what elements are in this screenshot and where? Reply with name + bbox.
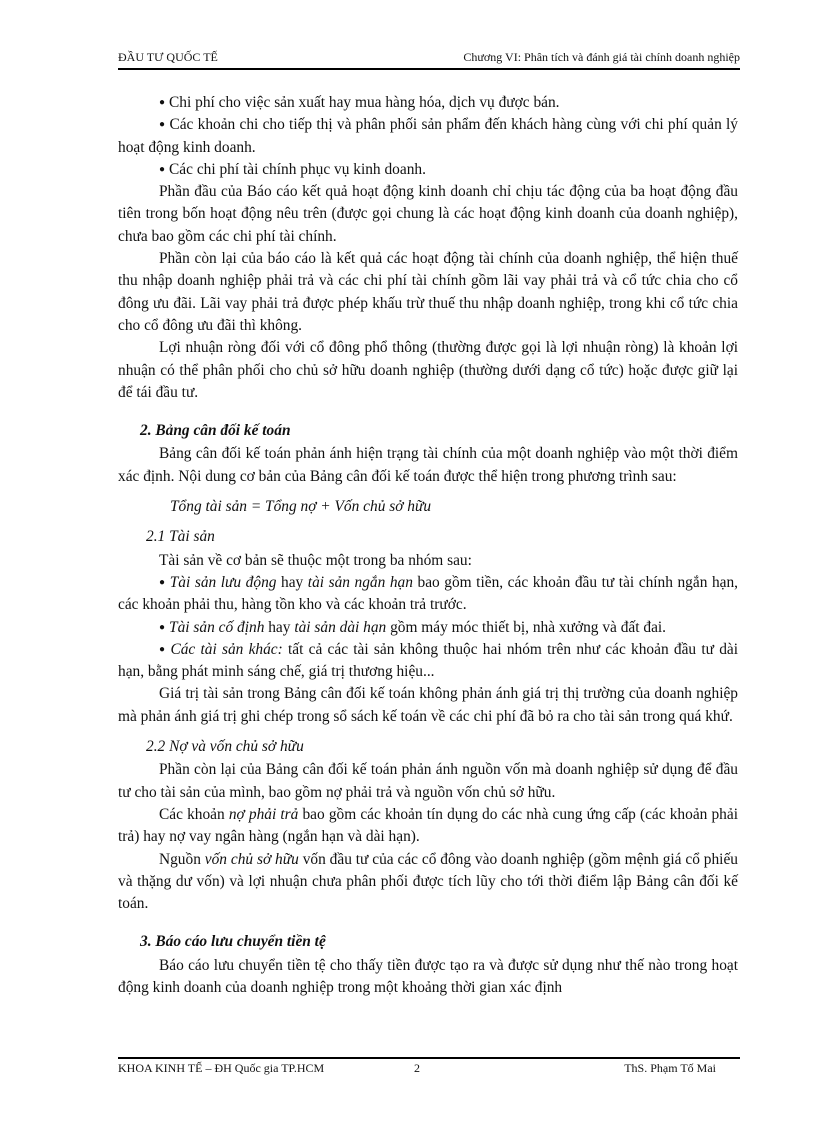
paragraph: Bảng cân đối kế toán phản ánh hiện trạng tài chính của một doanh nghiệp vào một thời điểm xác định. Nội dung cơ bản của Bảng cân đối kế toán được thể hiện trong phương trình sau: — [118, 445, 738, 485]
bullet-icon: ● — [159, 163, 166, 175]
paragraph: Nguồn vốn chủ sở hữu vốn đầu tư của các cổ đông vào doanh nghiệp (gồm mệnh giá cổ phiếu và thặng dư vốn) và lợi nhuận chưa phân phối được tích lũy cho tới thời điểm lập Bảng cân đối kế toán. — [118, 850, 738, 913]
bullet-item: ● Tài sản cố định hay tài sản dài hạn gồm máy móc thiết bị, nhà xưởng và đất đai. — [159, 618, 667, 636]
paragraph: Phần còn lại của báo cáo là kết quả các hoạt động tài chính của doanh nghiệp, thể hiện thuế thu nhập doanh nghiệp phải trả và các chi phí tài chính gồm lãi vay phải trả và cổ tức chia cho cổ đông ưu đãi. Lãi vay phải trả được phép khấu trừ thuế thu nhập doanh nghiệp, trong khi cổ tức chia cho cổ đông ưu đãi thì không. — [118, 250, 738, 334]
bullet-item: ● Tài sản lưu động hay tài sản ngắn hạn bao gồm tiền, các khoản đầu tư tài chính ngắn hạn, các khoản phải thu, hàng tồn kho và các khoản trả trước. — [118, 573, 739, 614]
header-chapter-title: Chương VI: Phân tích và đánh giá tài chính doanh nghiệp — [463, 50, 740, 64]
bullet-icon: ● — [159, 643, 167, 655]
subsection-heading: 2.2 Nợ và vốn chủ sở hữu — [146, 738, 304, 756]
footer-institution: KHOA KINH TẾ – ĐH Quốc gia TP.HCM — [118, 1061, 325, 1075]
footer-author: ThS. Phạm Tố Mai — [624, 1061, 716, 1075]
paragraph: Giá trị tài sản trong Bảng cân đối kế toán không phản ánh giá trị thị trường của doanh nghiệp mà phản ánh giá trị ghi chép trong sổ sách kế toán về các chi phí đã bỏ ra cho tài sản trong quá khứ. — [118, 685, 738, 725]
bullet-icon: ● — [159, 119, 166, 131]
paragraph: Báo cáo lưu chuyển tiền tệ cho thấy tiền được tạo ra và được sử dụng như thế nào trong hoạt động kinh doanh của doanh nghiệp trong một khoảng thời gian xác định — [118, 956, 738, 996]
header-rule — [118, 68, 740, 70]
paragraph: Phần còn lại của Bảng cân đối kế toán phản ánh nguồn vốn mà doanh nghiệp sử dụng để đầu tư cho tài sản của mình, bao gồm nợ phải trả và nguồn vốn chủ sở hữu. — [118, 761, 738, 801]
bullet-item: ● Các tài sản khác: tất cả các tài sản không thuộc hai nhóm trên như các khoản đầu tư dài hạn, bằng phát minh sáng chế, giá trị thương hiệu... — [118, 640, 739, 681]
bullet-item: ● Các khoản chi cho tiếp thị và phân phối sản phẩm đến khách hàng cùng với chi phí quản lý hoạt động kinh doanh. — [118, 116, 738, 156]
paragraph: Tài sản về cơ bản sẽ thuộc một trong ba nhóm sau: — [159, 551, 472, 569]
section-heading: 2. Bảng cân đối kế toán — [140, 422, 291, 440]
bullet-item: ● Các chi phí tài chính phục vụ kinh doanh. — [159, 160, 426, 178]
bullet-item: ● Chi phí cho việc sản xuất hay mua hàng hóa, dịch vụ được bán. — [159, 94, 560, 111]
header-book-title: ĐẦU TƯ QUỐC TẾ — [118, 50, 218, 64]
section-heading: 3. Báo cáo lưu chuyển tiền tệ — [140, 933, 326, 951]
bullet-icon: ● — [159, 97, 166, 108]
page-number: 2 — [414, 1061, 420, 1075]
footer-rule — [118, 1057, 740, 1059]
paragraph: Lợi nhuận ròng đối với cổ đông phổ thông (thường được gọi là lợi nhuận ròng) là khoản lợi nhuận có thể phân phối cho chủ sở hữu doanh nghiệp (thường dưới dạng cổ tức) hoặc được giữ lại để tái đầu tư. — [118, 339, 738, 401]
subsection-heading: 2.1 Tài sản — [146, 528, 215, 546]
paragraph: Phần đầu của Báo cáo kết quả hoạt động kinh doanh chỉ chịu tác động của ba hoạt động đầu tiên trong bốn hoạt động nêu trên (được gọi chung là các hoạt động kinh doanh của doanh nghiệp), chưa bao gồm các chi phí tài chính. — [118, 183, 738, 245]
bullet-icon: ● — [159, 576, 166, 588]
paragraph: Các khoản nợ phải trả bao gồm các khoản tín dụng do các nhà cung ứng cấp (các khoản phải trả) hay nợ vay ngân hàng (ngắn hạn và dài hạn). — [118, 805, 738, 846]
formula: Tổng tài sản = Tổng nợ + Vốn chủ sở hữu — [170, 498, 432, 516]
page-body — [118, 92, 738, 999]
bullet-icon: ● — [159, 621, 166, 633]
